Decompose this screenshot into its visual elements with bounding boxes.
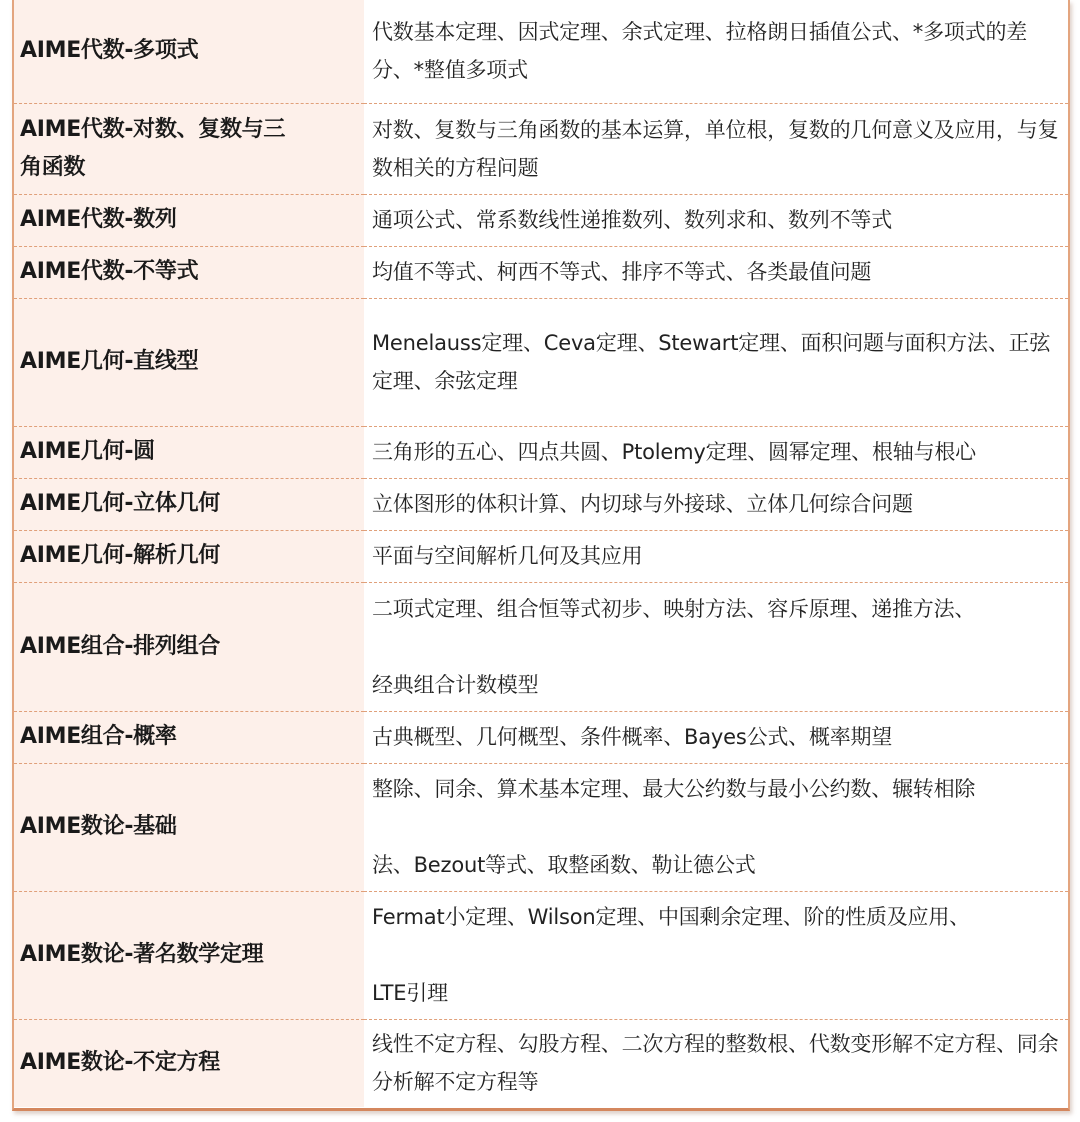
topic-cell: AIME代数-对数、复数与三角函数 xyxy=(14,103,364,194)
topic-cell: AIME几何-圆 xyxy=(14,426,364,478)
topic-cell: AIME几何-直线型 xyxy=(14,298,364,426)
topic-cell: AIME代数-不等式 xyxy=(14,246,364,298)
topic-table xyxy=(14,0,1068,1107)
table-row xyxy=(14,530,1068,582)
content-line: 整除、同余、算术基本定理、最大公约数与最小公约数、辗转相除 xyxy=(372,777,976,801)
content-line: Fermat小定理、Wilson定理、中国剩余定理、阶的性质及应用、 xyxy=(372,905,970,929)
topic-cell: AIME代数-数列 xyxy=(14,194,364,246)
table-row xyxy=(14,582,1068,711)
content-cell: 平面与空间解析几何及其应用 xyxy=(364,530,1068,582)
table-row xyxy=(14,1019,1068,1107)
line-gap xyxy=(372,936,1062,974)
content-cell: 对数、复数与三角函数的基本运算，单位根，复数的几何意义及应用，与复数相关的方程问题 xyxy=(364,103,1068,194)
table-row xyxy=(14,711,1068,763)
topic-cell: AIME代数-多项式 xyxy=(14,0,364,103)
topic-cell: AIME组合-排列组合 xyxy=(14,582,364,711)
topic-cell: AIME几何-立体几何 xyxy=(14,478,364,530)
content-cell: 通项公式、常系数线性递推数列、数列求和、数列不等式 xyxy=(364,194,1068,246)
topic-cell: AIME几何-解析几何 xyxy=(14,530,364,582)
content-cell xyxy=(364,763,1068,891)
content-cell: 均值不等式、柯西不等式、排序不等式、各类最值问题 xyxy=(364,246,1068,298)
topic-cell: AIME组合-概率 xyxy=(14,711,364,763)
content-cell: Menelauss定理、Ceva定理、Stewart定理、面积问题与面积方法、正弦定理、余弦定理 xyxy=(364,298,1068,426)
content-cell xyxy=(364,582,1068,711)
table-row xyxy=(14,246,1068,298)
content-cell xyxy=(364,891,1068,1019)
table-row xyxy=(14,478,1068,530)
content-cell: 古典概型、几何概型、条件概率、Bayes公式、概率期望 xyxy=(364,711,1068,763)
topic-cell: AIME数论-不定方程 xyxy=(14,1019,364,1107)
table-row xyxy=(14,891,1068,1019)
line-gap xyxy=(372,808,1062,846)
content-line: LTE引理 xyxy=(372,981,448,1005)
table-row xyxy=(14,763,1068,891)
line-gap xyxy=(372,628,1062,666)
table-row xyxy=(14,426,1068,478)
table-row xyxy=(14,103,1068,194)
content-cell: 线性不定方程、勾股方程、二次方程的整数根、代数变形解不定方程、同余分析解不定方程等 xyxy=(364,1019,1068,1107)
table-row xyxy=(14,194,1068,246)
content-line: 经典组合计数模型 xyxy=(372,672,539,697)
content-cell: 代数基本定理、因式定理、余式定理、拉格朗日插值公式、*多项式的差分、*整值多项式 xyxy=(364,0,1068,103)
table-row xyxy=(14,298,1068,426)
content-cell: 三角形的五心、四点共圆、Ptolemy定理、圆幂定理、根轴与根心 xyxy=(364,426,1068,478)
content-line: 二项式定理、组合恒等式初步、映射方法、容斥原理、递推方法、 xyxy=(372,596,976,621)
topic-cell: AIME数论-著名数学定理 xyxy=(14,891,364,1019)
curriculum-table xyxy=(12,0,1070,1111)
topic-cell: AIME数论-基础 xyxy=(14,763,364,891)
table-row xyxy=(14,0,1068,103)
content-line: 法、Bezout等式、取整函数、勒让德公式 xyxy=(372,853,756,877)
content-cell: 立体图形的体积计算、内切球与外接球、立体几何综合问题 xyxy=(364,478,1068,530)
